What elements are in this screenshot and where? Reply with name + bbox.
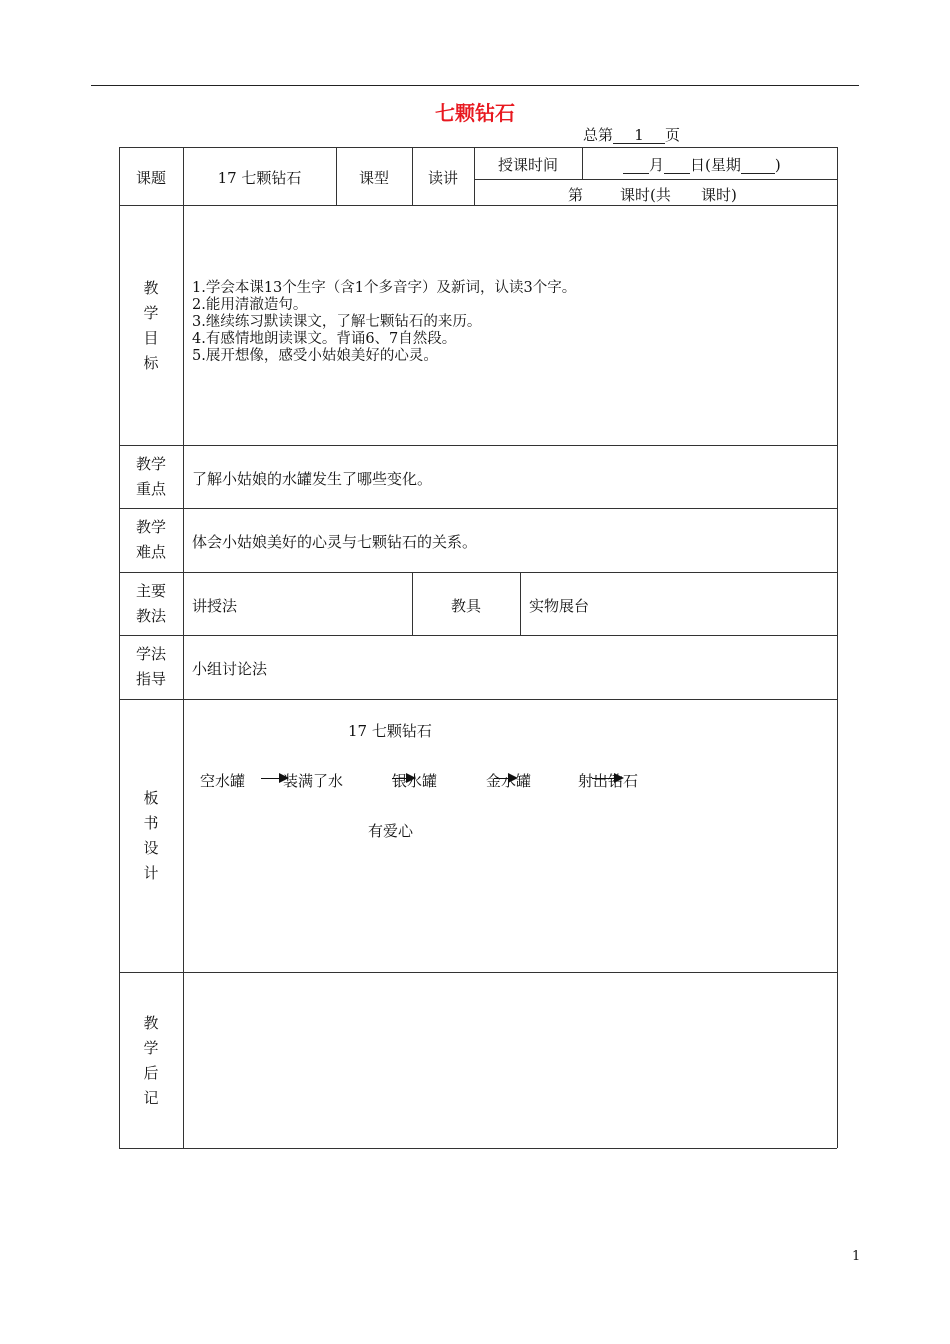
row-separator xyxy=(119,508,837,509)
table-right-border xyxy=(837,147,838,1148)
label-column-border xyxy=(183,147,184,1148)
column-separator xyxy=(582,147,583,179)
board-note: 有爱心 xyxy=(368,822,414,840)
goal-item: 5.展开想像，感受小姑娘美好的心灵。 xyxy=(192,348,438,364)
goals-list xyxy=(192,280,576,365)
study-label-line: 指导 xyxy=(135,670,166,688)
row-separator xyxy=(119,572,837,573)
row-separator xyxy=(119,445,837,446)
close-paren: ) xyxy=(774,156,781,174)
topic-label: 课题 xyxy=(135,169,166,187)
page-number: 1 xyxy=(852,1249,861,1264)
reflection-label-char: 教 xyxy=(143,1014,159,1032)
page-counter xyxy=(583,124,680,145)
row-separator xyxy=(119,699,837,700)
board-title: 17 七颗钻石 xyxy=(348,722,432,740)
row-separator xyxy=(119,205,837,206)
method-value: 讲授法 xyxy=(192,597,238,615)
goals-label-char: 学 xyxy=(143,304,159,322)
tool-value: 实物展台 xyxy=(529,597,590,615)
board-flow-step: 射出钻石 xyxy=(578,772,639,790)
month-label: 月 xyxy=(649,156,665,174)
period-label: 课时(共 xyxy=(620,186,671,204)
document-title: 七颗钻石 xyxy=(435,101,515,125)
time-label: 授课时间 xyxy=(497,156,558,174)
board-label-char: 板 xyxy=(143,789,159,807)
column-separator xyxy=(520,572,521,635)
topic-value: 17 七颗钻石 xyxy=(217,169,302,187)
key-point-label xyxy=(119,452,183,502)
arrow-right-icon xyxy=(592,778,622,779)
weekday-blank xyxy=(741,158,775,174)
key-point-value: 了解小姑娘的水罐发生了哪些变化。 xyxy=(192,470,433,488)
reflection-label xyxy=(119,1011,183,1111)
type-value: 读讲 xyxy=(427,169,458,187)
goal-item: 2.能用清澈造句。 xyxy=(192,297,308,313)
goal-item: 3.继续练习默读课文，了解七颗钻石的来历。 xyxy=(192,314,482,330)
time-row-split xyxy=(474,179,837,180)
tool-label: 教具 xyxy=(450,597,481,615)
day-label: 日(星期 xyxy=(690,156,741,174)
month-blank xyxy=(623,158,649,174)
page-counter-prefix: 总第 xyxy=(583,126,614,144)
board-flow-step: 金水罐 xyxy=(486,772,532,790)
goals-label xyxy=(119,276,183,376)
goal-item: 1.学会本课13个生字（含1个多音字）及新词，认读3个字。 xyxy=(192,280,577,296)
period-di: 第 xyxy=(568,186,584,204)
difficulty-label xyxy=(119,515,183,565)
row-separator xyxy=(119,972,837,973)
board-label-char: 设 xyxy=(143,839,159,857)
reflection-label-char: 后 xyxy=(143,1064,159,1082)
goals-label-char: 教 xyxy=(143,279,159,297)
type-label: 课型 xyxy=(358,169,389,187)
reflection-label-char: 学 xyxy=(143,1039,159,1057)
method-label xyxy=(119,579,183,629)
page-counter-number: 1 xyxy=(613,128,665,144)
board-label xyxy=(119,786,183,886)
difficulty-label-line: 难点 xyxy=(135,543,166,561)
period-end: 课时) xyxy=(701,186,737,204)
arrow-right-icon xyxy=(494,778,516,779)
difficulty-value: 体会小姑娘美好的心灵与七颗钻石的关系。 xyxy=(192,533,478,551)
page-counter-suffix: 页 xyxy=(665,126,681,144)
board-flow-step: 装满了水 xyxy=(283,772,344,790)
method-label-line: 教法 xyxy=(135,607,166,625)
board-label-char: 书 xyxy=(143,814,159,832)
difficulty-label-line: 教学 xyxy=(135,518,166,536)
goals-label-char: 目 xyxy=(143,329,159,347)
board-flow-step: 银水罐 xyxy=(392,772,438,790)
study-label-line: 学法 xyxy=(135,645,166,663)
key-point-label-line: 重点 xyxy=(135,480,166,498)
study-label xyxy=(119,642,183,692)
goal-item: 4.有感情地朗读课文。背诵6、7自然段。 xyxy=(192,331,457,347)
key-point-label-line: 教学 xyxy=(135,455,166,473)
reflection-label-char: 记 xyxy=(143,1089,159,1107)
table-bottom-border xyxy=(119,1148,837,1149)
board-label-char: 计 xyxy=(143,864,159,882)
goals-label-char: 标 xyxy=(143,354,159,372)
date-field xyxy=(623,154,781,175)
method-label-line: 主要 xyxy=(135,582,166,600)
table-top-border xyxy=(119,147,837,148)
row-separator xyxy=(119,635,837,636)
header-rule xyxy=(91,85,859,86)
arrow-right-icon xyxy=(392,778,414,779)
day-blank xyxy=(664,158,690,174)
study-value: 小组讨论法 xyxy=(192,660,268,678)
board-flow-step: 空水罐 xyxy=(200,772,246,790)
